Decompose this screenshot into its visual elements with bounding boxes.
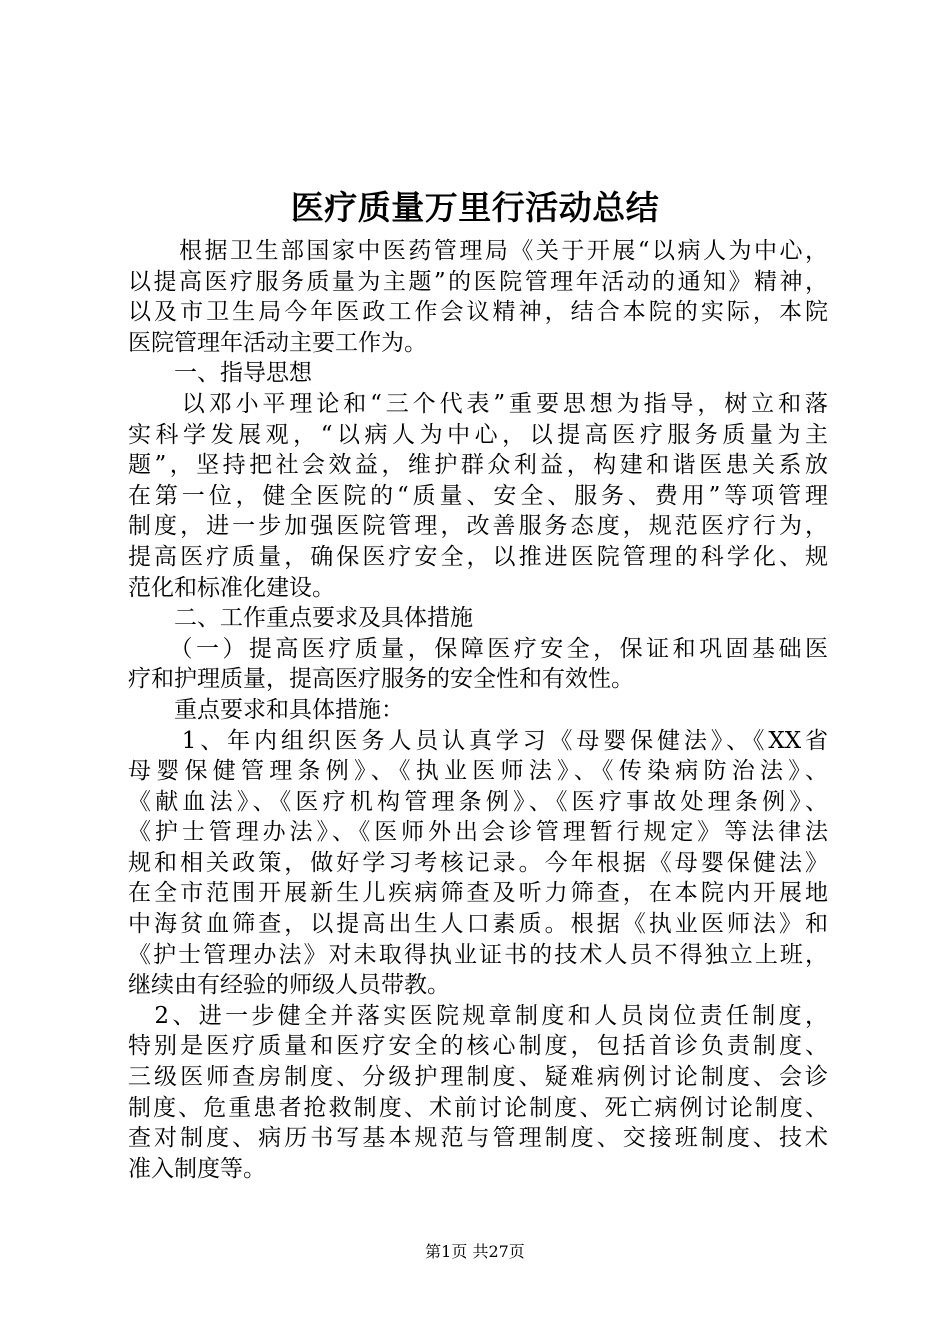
- paragraph-line: 以邓小平理论和“三个代表”重要思想为指导，树立和落: [128, 390, 828, 417]
- paragraph-line: 在全市范围开展新生儿疾病筛查及听力筛查，在本院内开展地: [128, 880, 828, 907]
- paragraph-line: 实科学发展观，“以病人为中心，以提高医疗服务质量为主: [128, 421, 828, 448]
- section-heading: 二、工作重点要求及具体措施: [128, 605, 473, 632]
- paragraph-line: 在第一位，健全医院的“质量、安全、服务、费用”等项管理: [128, 482, 828, 509]
- paragraph-line: 查对制度、病历书写基本规范与管理制度、交接班制度、技术: [128, 1125, 828, 1152]
- paragraph-line: 特别是医疗质量和医疗安全的核心制度，包括首诊负责制度、: [128, 1033, 828, 1060]
- paragraph-line: 2、进一步健全并落实医院规章制度和人员岗位责任制度，: [128, 1002, 828, 1029]
- paragraph-line: 范化和标准化建设。: [128, 574, 335, 601]
- paragraph-line: 中海贫血筛查，以提高出生人口素质。根据《执业医师法》和: [128, 911, 828, 938]
- paragraph-line: 制度，进一步加强医院管理，改善服务态度，规范医疗行为，: [128, 513, 828, 540]
- paragraph-line: 题”，坚持把社会效益，维护群众利益，构建和谐医患关系放: [128, 452, 828, 479]
- paragraph-line: 继续由有经验的师级人员带教。: [128, 972, 450, 999]
- paragraph-line: （一）提高医疗质量，保障医疗安全，保证和巩固基础医: [128, 635, 828, 662]
- paragraph-line: 医院管理年活动主要工作为。: [128, 329, 427, 356]
- paragraph-line: 提高医疗质量，确保医疗安全，以推进医院管理的科学化、规: [128, 543, 828, 570]
- page-footer: 第1页 共27页: [425, 1242, 525, 1261]
- paragraph-line: 《献血法》、《医疗机构管理条例》、《医疗事故处理条例》、: [128, 788, 828, 815]
- paragraph-line: 三级医师查房制度、分级护理制度、疑难病例讨论制度、会诊: [128, 1064, 828, 1091]
- paragraph-line: 《护士管理办法》对未取得执业证书的技术人员不得独立上班，: [128, 941, 828, 968]
- paragraph-line: 1、年内组织医务人员认真学习《母婴保健法》、《XX省: [128, 727, 828, 754]
- paragraph-line: 母婴保健管理条例》、《执业医师法》、《传染病防治法》、: [128, 758, 828, 785]
- paragraph-line: 以提高医疗服务质量为主题”的医院管理年活动的通知》精神，: [128, 268, 828, 295]
- paragraph-line: 以及市卫生局今年医政工作会议精神，结合本院的实际，本院: [128, 299, 828, 326]
- paragraph-line: 制度、危重患者抢救制度、术前讨论制度、死亡病例讨论制度、: [128, 1094, 828, 1121]
- document-title: 医疗质量万里行活动总结: [290, 188, 660, 227]
- paragraph-line: 《护士管理办法》、《医师外出会诊管理暂行规定》等法律法: [128, 819, 828, 846]
- paragraph-line: 根据卫生部国家中医药管理局《关于开展“以病人为中心，: [128, 238, 828, 264]
- paragraph-line: 疗和护理质量，提高医疗服务的安全性和有效性。: [128, 666, 634, 693]
- paragraph-line: 规和相关政策，做好学习考核记录。今年根据《母婴保健法》: [128, 849, 828, 876]
- section-heading: 一、指导思想: [128, 360, 312, 387]
- document-body: [128, 236, 828, 1184]
- paragraph-line: 准入制度等。: [128, 1155, 266, 1182]
- subheading: 重点要求和具体措施：: [128, 696, 404, 723]
